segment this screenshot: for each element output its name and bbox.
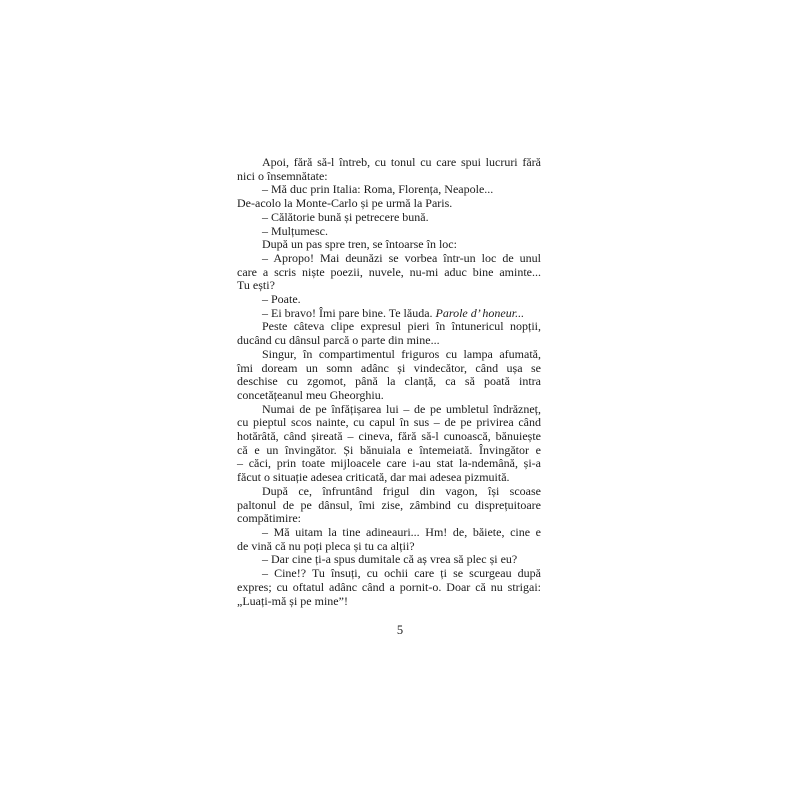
text-line	[237, 416, 541, 430]
text-segment: că e un învingător. Și bănuiala e întemeiată. Învingător e	[237, 442, 541, 457]
text-segment: De-acolo la Monte-Carlo și pe urmă la Paris.	[237, 196, 453, 211]
text-line	[237, 183, 541, 197]
italic-text-segment: Parole d’ honeur...	[435, 305, 525, 320]
paragraph	[237, 320, 541, 347]
text-segment: nici o însemnătate:	[237, 168, 328, 183]
paragraph	[237, 238, 541, 252]
text-segment: – Mă uitam la tine adineauri... Hm! de, băiete, cine e	[262, 524, 541, 539]
text-segment: compătimire:	[237, 511, 301, 526]
text-segment: expres; cu oftatul adânc când a pornit-o. Doar că nu strigai:	[237, 579, 541, 594]
text-line	[237, 156, 541, 170]
text-line	[237, 225, 541, 239]
text-line	[237, 362, 541, 376]
text-line	[237, 540, 541, 554]
text-line	[237, 430, 541, 444]
text-segment: cu pieptul scos nainte, cu capul în sus – de pe privirea când	[237, 415, 541, 430]
text-segment: îmi doream un somn adânc și vindecător, când ușa se	[237, 360, 541, 375]
text-line	[237, 444, 541, 458]
paragraph	[237, 225, 541, 239]
text-segment: După ce, înfruntând frigul din vagon, își scoase	[262, 483, 541, 498]
text-line	[237, 211, 541, 225]
text-segment: deschise cu zgomot, până la clanță, ca să poată intra	[237, 374, 541, 389]
text-line	[237, 266, 541, 280]
text-line	[237, 170, 541, 184]
text-line	[237, 567, 541, 581]
text-line	[237, 403, 541, 417]
text-segment: – Ei bravo! Îmi pare bine. Te lăuda.	[262, 305, 436, 320]
text-line	[237, 252, 541, 266]
paragraph	[237, 183, 541, 210]
text-segment: „Luați-mă și pe mine”!	[237, 593, 348, 608]
text-line	[237, 348, 541, 362]
text-line	[237, 595, 541, 609]
text-line	[237, 389, 541, 403]
text-line	[237, 334, 541, 348]
text-line	[237, 320, 541, 334]
text-column	[237, 156, 541, 608]
text-line	[237, 457, 541, 471]
paragraph	[237, 526, 541, 553]
text-segment: Peste câteva clipe expresul pieri în întunericul nopții,	[262, 319, 541, 334]
text-segment: hotărâtă, când șireată – cineva, fără să-l cunoască, bănuiește	[237, 429, 541, 444]
text-segment: ducând cu dânsul parcă o parte din mine...	[237, 333, 440, 348]
paragraph	[237, 553, 541, 567]
text-line	[237, 238, 541, 252]
text-segment: – Apropo! Mai deunăzi se vorbea într-un loc de unul	[262, 250, 541, 265]
paragraph	[237, 485, 541, 526]
paragraph	[237, 252, 541, 293]
text-segment: – Cine!? Tu însuți, cu ochii care ți se scurgeau după	[262, 566, 541, 581]
paragraph	[237, 348, 541, 403]
page-number: 5	[396, 623, 404, 637]
text-line	[237, 512, 541, 526]
text-line	[237, 197, 541, 211]
text-segment: de vină că nu poți pleca și tu ca alții?	[237, 538, 415, 553]
paragraph	[237, 293, 541, 307]
paragraph	[237, 211, 541, 225]
text-segment: După un pas spre tren, se întoarse în loc:	[262, 237, 457, 252]
text-line	[237, 279, 541, 293]
text-line	[237, 307, 541, 321]
text-segment: concetățeanul meu Gheorghiu.	[237, 387, 384, 402]
text-segment: Tu ești?	[237, 278, 275, 293]
text-line	[237, 553, 541, 567]
text-segment: Apoi, fără să-l întreb, cu tonul cu care spui lucruri fără	[262, 155, 541, 169]
text-segment: Singur, în compartimentul friguros cu lampa afumată,	[262, 346, 541, 361]
paragraph	[237, 567, 541, 608]
text-segment: – Poate.	[262, 292, 301, 307]
paragraph	[237, 307, 541, 321]
text-line	[237, 375, 541, 389]
text-line	[237, 471, 541, 485]
text-segment: paltonul de pe dânsul, îmi zise, zâmbind cu disprețuitoare	[237, 497, 541, 512]
text-segment: care a scris niște poezii, nuvele, nu-mi aduc bine aminte...	[237, 264, 541, 279]
text-segment: – Mulțumesc.	[262, 223, 328, 238]
text-line	[237, 526, 541, 540]
paragraph	[237, 156, 541, 183]
text-segment: – căci, prin toate mijloacele care i-au stat la-ndemână, și-a	[237, 456, 541, 471]
text-segment: făcut o situație adesea criticată, dar mai adesea pizmuită.	[237, 470, 510, 485]
text-line	[237, 485, 541, 499]
text-line	[237, 293, 541, 307]
paragraph	[237, 403, 541, 485]
text-segment: – Dar cine ți-a spus dumitale că aș vrea să plec și eu?	[262, 552, 518, 567]
text-segment: – Mă duc prin Italia: Roma, Florența, Neapole...	[262, 182, 494, 197]
text-line	[237, 499, 541, 513]
text-segment: Numai de pe înfățișarea lui – de pe umbletul îndrăzneț,	[262, 401, 541, 416]
text-line	[237, 581, 541, 595]
text-segment: – Călătorie bună și petrecere bună.	[262, 209, 429, 224]
